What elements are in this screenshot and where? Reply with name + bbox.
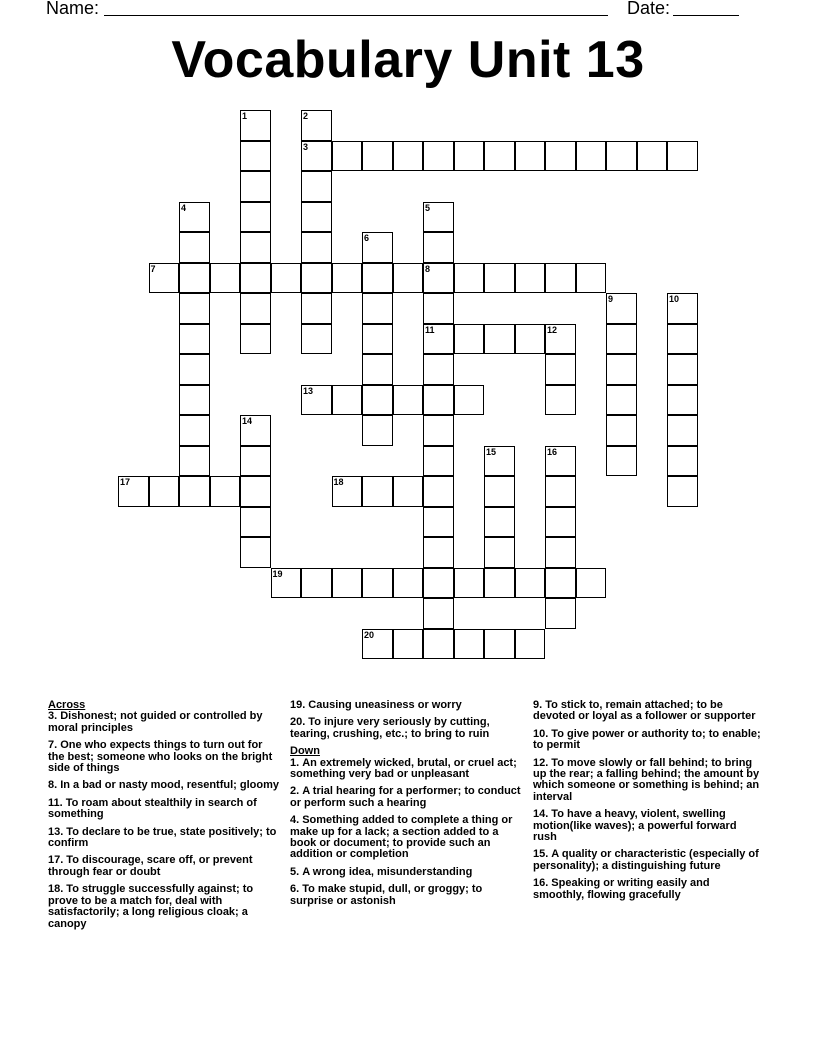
grid-cell[interactable] <box>423 141 454 172</box>
clue-number: 14 <box>242 416 253 426</box>
grid-cell[interactable] <box>423 507 454 538</box>
grid-cell[interactable] <box>362 324 393 355</box>
grid-cell[interactable] <box>240 293 271 324</box>
grid-cell[interactable] <box>576 141 607 172</box>
grid-cell[interactable] <box>362 415 393 446</box>
clue-down-9: 9. To stick to, remain attached; to be devoted or loyal as a follower or supporter <box>533 699 756 723</box>
across-heading: Across <box>48 699 86 711</box>
clue-number: 10 <box>669 294 680 304</box>
grid-cell[interactable] <box>667 385 698 416</box>
grid-cell[interactable] <box>454 141 485 172</box>
clue-across-8: 8. In a bad or nasty mood, resentful; gloomy <box>48 779 279 792</box>
grid-cell[interactable] <box>454 568 485 599</box>
grid-cell[interactable] <box>362 293 393 324</box>
clue-number: 5 <box>425 202 431 213</box>
grid-cell[interactable] <box>484 537 515 568</box>
grid-cell[interactable] <box>545 507 576 538</box>
clue-down-12: 12. To move slowly or fall behind; to bring up the rear; a falling behind; the amount by which someone or something is behind; an interval <box>533 756 760 803</box>
grid-cell[interactable] <box>484 476 515 507</box>
grid-cell[interactable] <box>423 568 454 599</box>
clue-number: 8 <box>425 263 431 274</box>
grid-cell[interactable] <box>210 263 241 294</box>
clue-down-15: 15. A quality or characteristic (especially of personality); a distinguishing future <box>533 848 759 872</box>
clue-down-5: 5. A wrong idea, misunderstanding <box>290 865 473 878</box>
grid-cell[interactable] <box>606 141 637 172</box>
grid-cell[interactable] <box>606 324 637 355</box>
grid-cell[interactable] <box>179 354 210 385</box>
grid-cell[interactable] <box>179 476 210 507</box>
grid-cell[interactable] <box>423 537 454 568</box>
clue-down-4: 4. Something added to complete a thing or make up for a lack; a section added to a book or document; to provide such an addition or completion <box>290 814 513 861</box>
grid-cell[interactable] <box>149 476 180 507</box>
grid-cell[interactable] <box>393 263 424 294</box>
grid-cell[interactable] <box>179 415 210 446</box>
clue-down-14: 14. To have a heavy, violent, swelling motion(like waves); a powerful forward rush <box>533 808 737 844</box>
grid-cell[interactable] <box>515 263 546 294</box>
grid-cell[interactable] <box>301 568 332 599</box>
grid-cell[interactable] <box>576 568 607 599</box>
grid-cell[interactable] <box>423 446 454 477</box>
grid-cell[interactable] <box>362 263 393 294</box>
date-label: Date: <box>627 0 671 18</box>
clue-number: 6 <box>364 233 370 243</box>
grid-cell[interactable] <box>240 232 271 263</box>
clue-number: 11 <box>425 324 435 335</box>
clue-across-13: 13. To declare to be true, state positively; to confirm <box>48 825 277 850</box>
grid-cell[interactable] <box>179 232 210 263</box>
grid-cell[interactable] <box>271 263 302 294</box>
grid-cell[interactable] <box>484 568 515 599</box>
grid-cell[interactable] <box>423 232 454 263</box>
clue-number: 9 <box>608 294 614 304</box>
clue-number: 7 <box>150 263 156 274</box>
clue-number: 16 <box>547 446 558 457</box>
grid-cell[interactable] <box>667 476 698 507</box>
grid-cell[interactable] <box>484 629 515 660</box>
grid-cell[interactable] <box>332 141 363 172</box>
grid-cell[interactable] <box>545 598 576 629</box>
clue-column-2 <box>290 700 526 913</box>
clue-across-17: 17. To discourage, scare off, or prevent through fear or doubt <box>48 854 253 878</box>
grid-cell[interactable] <box>667 415 698 446</box>
grid-cell[interactable] <box>606 415 637 446</box>
grid-cell[interactable] <box>179 446 210 477</box>
grid-cell[interactable] <box>484 263 515 294</box>
grid-cell[interactable] <box>606 446 637 477</box>
grid-cell[interactable] <box>667 446 698 477</box>
grid-cell[interactable] <box>179 385 210 416</box>
grid-cell[interactable] <box>332 385 363 416</box>
grid-cell[interactable] <box>423 354 454 385</box>
clue-number: 1 <box>242 111 248 121</box>
grid-cell[interactable] <box>240 141 271 172</box>
grid-cell[interactable] <box>545 385 576 416</box>
grid-cell[interactable] <box>240 507 271 538</box>
grid-cell[interactable] <box>210 476 241 507</box>
grid-cell[interactable] <box>545 354 576 385</box>
grid-cell[interactable] <box>240 537 271 568</box>
grid-cell[interactable] <box>454 263 485 294</box>
down-heading: Down <box>290 745 320 758</box>
clue-down-1: 1. An extremely wicked, brutal, or cruel act; something very bad or unpleasant <box>290 756 517 781</box>
grid-cell[interactable] <box>393 568 424 599</box>
clue-across-11: 11. To roam about stealthily in search of something <box>48 796 257 821</box>
grid-cell[interactable] <box>301 324 332 355</box>
grid-cell[interactable] <box>576 263 607 294</box>
grid-cell[interactable] <box>423 598 454 629</box>
grid-cell[interactable] <box>454 629 485 660</box>
grid-cell[interactable] <box>393 141 424 172</box>
grid-cell[interactable] <box>423 476 454 507</box>
grid-cell[interactable] <box>637 141 668 172</box>
grid-cell[interactable] <box>545 476 576 507</box>
clue-across-18: 18. To struggle successfully against; to prove to be a match for, deal with satisfactorily; a long religious cloak; a canopy <box>48 883 254 930</box>
grid-cell[interactable] <box>423 293 454 324</box>
clue-number: 4 <box>181 202 187 213</box>
grid-cell[interactable] <box>667 354 698 385</box>
grid-cell[interactable] <box>362 568 393 599</box>
grid-cell[interactable] <box>301 232 332 263</box>
grid-cell[interactable] <box>362 354 393 385</box>
grid-cell[interactable] <box>484 141 515 172</box>
grid-cell[interactable] <box>545 263 576 294</box>
grid-cell[interactable] <box>301 263 332 294</box>
grid-cell[interactable] <box>179 324 210 355</box>
clue-across-7: 7. One who expects things to turn out for the best; someone who looks on the bright side of things <box>48 739 273 775</box>
clue-number: 13 <box>303 385 314 396</box>
grid-cell[interactable] <box>545 568 576 599</box>
grid-cell[interactable] <box>393 476 424 507</box>
grid-cell[interactable] <box>515 141 546 172</box>
grid-cell[interactable] <box>240 202 271 233</box>
page-title: Vocabulary Unit 13 <box>171 31 645 89</box>
grid-cell[interactable] <box>240 171 271 202</box>
grid-cell[interactable] <box>423 629 454 660</box>
grid-cell[interactable] <box>301 202 332 233</box>
clue-down-10: 10. To give power or authority to; to enable; to permit <box>533 727 761 752</box>
clue-number: 17 <box>120 477 131 487</box>
clue-column-3 <box>533 700 761 907</box>
grid-cell[interactable] <box>179 293 210 324</box>
grid-cell[interactable] <box>667 141 698 172</box>
grid-cell[interactable] <box>301 171 332 202</box>
grid-cell[interactable] <box>240 476 271 507</box>
grid-cell[interactable] <box>362 141 393 172</box>
clue-number: 3 <box>303 141 309 152</box>
grid-cell[interactable] <box>179 263 210 294</box>
grid-cell[interactable] <box>515 568 546 599</box>
clue-number: 2 <box>303 111 309 121</box>
grid-cell[interactable] <box>423 385 454 416</box>
clue-down-2: 2. A trial hearing for a performer; to conduct or perform such a hearing <box>290 785 521 809</box>
grid-cell[interactable] <box>515 629 546 660</box>
clue-across-20: 20. To injure very seriously by cutting, tearing, crushing, etc.; to bring to ruin <box>290 716 490 740</box>
grid-cell[interactable] <box>393 385 424 416</box>
clue-down-6: 6. To make stupid, dull, or groggy; to surprise or astonish <box>290 883 483 907</box>
grid-cell[interactable] <box>423 415 454 446</box>
grid-cell[interactable] <box>484 324 515 355</box>
clue-number: 12 <box>547 324 558 335</box>
clue-down-16: 16. Speaking or writing easily and smoothly, flowing gracefully <box>533 877 710 901</box>
grid-cell[interactable] <box>606 354 637 385</box>
grid-cell[interactable] <box>332 263 363 294</box>
grid-cell[interactable] <box>362 385 393 416</box>
grid-cell[interactable] <box>362 476 393 507</box>
clue-column-1 <box>48 700 280 936</box>
grid-cell[interactable] <box>393 629 424 660</box>
grid-cell[interactable] <box>301 293 332 324</box>
clue-across-19: 19. Causing uneasiness or worry <box>290 699 462 711</box>
clue-number: 19 <box>272 568 283 579</box>
clue-number: 15 <box>486 446 497 457</box>
grid-cell[interactable] <box>606 385 637 416</box>
grid-cell[interactable] <box>484 507 515 538</box>
clue-number: 20 <box>364 629 375 640</box>
grid-cell[interactable] <box>240 446 271 477</box>
grid-cell[interactable] <box>240 324 271 355</box>
grid-cell[interactable] <box>454 385 485 416</box>
grid-cell[interactable] <box>515 324 546 355</box>
clue-across-3: 3. Dishonest; not guided or controlled by moral principles <box>48 710 263 734</box>
clue-number: 18 <box>333 477 344 487</box>
grid-cell[interactable] <box>545 141 576 172</box>
grid-cell[interactable] <box>332 568 363 599</box>
grid-cell[interactable] <box>454 324 485 355</box>
grid-cell[interactable] <box>545 537 576 568</box>
name-label: Name: <box>46 0 100 18</box>
grid-cell[interactable] <box>667 324 698 355</box>
grid-cell[interactable] <box>240 263 271 294</box>
